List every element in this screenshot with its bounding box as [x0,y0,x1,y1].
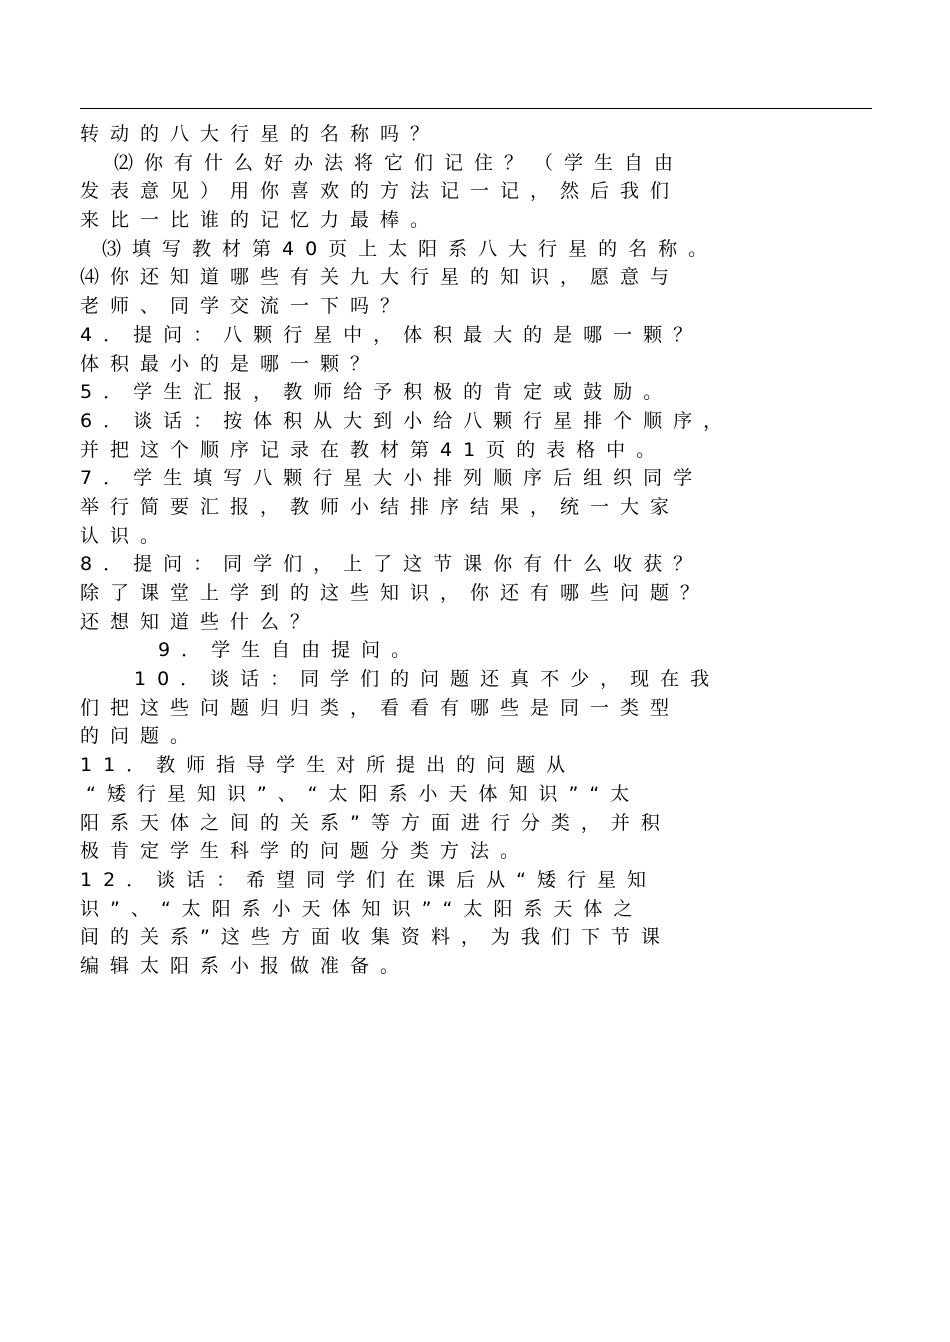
text-line: 来比一比谁的记忆力最棒。 [80,209,441,232]
text-line: 编辑太阳系小报做准备。 [80,954,411,977]
text-line: 12．谈话：希望同学们在课后从“矮行星知 [80,868,658,891]
text-line: 除了课堂上学到的这些知识，你还有哪些问题？ [80,582,711,604]
text-line: 4．提问：八颗行星中，体积最大的是哪一颗？ [80,323,704,346]
text-line: 11．教师指导学生对所提出的问题从 [80,754,577,777]
text-line: ⑷你还知道哪些有关九大行星的知识，愿意与 [80,266,681,289]
text-line: 举行简要汇报，教师小结排序结果，统一大家 [80,495,681,518]
text-line: 5．学生汇报，教师给予积极的肯定或鼓励。 [80,381,674,404]
text-line: 阳系天体之间的关系”等方面进行分类，并积 [80,811,671,834]
text-line: 间的关系”这些方面收集资料，为我们下节课 [80,926,671,949]
text-line: 7．学生填写八颗行星大小排列顺序后组织同学 [80,467,704,490]
header-rule [80,108,872,109]
text-line: 还想知道些什么？ [80,610,321,633]
text-line: “矮行星知识”、“太阳系小天体知识”“太 [86,782,641,805]
text-line: 老师、同学交流一下吗？ [80,295,411,318]
text-line: ⑶填写教材第40页上太阳系八大行星的名称。 [102,237,719,260]
text-line: 并把这个顺序记录在教材第41页的表格中。 [80,438,667,461]
text-line: 9．学生自由提问。 [158,639,422,662]
text-line: 们把这些问题归归类，看看有哪些是同一类型 [80,696,681,719]
text-line: 的问题。 [80,725,201,748]
text-line: 转动的八大行星的名称吗？ [80,123,441,145]
text-line: 10．谈话：同学们的问题还真不少，现在我 [134,668,721,691]
text-line: 识”、“太阳系小天体知识”“太阳系天体之 [80,897,644,920]
document-body [80,120,880,981]
text-line: 体积最小的是哪一颗？ [80,352,381,375]
text-line: 发表意见）用你喜欢的方法记一记，然后我们 [80,180,681,203]
text-line: 极肯定学生科学的问题分类方法。 [80,840,531,863]
text-line: 8．提问：同学们，上了这节课你有什么收获？ [80,553,704,576]
text-line: ⑵你有什么好办法将它们记住？（学生自由 [114,151,685,174]
text-line: 6．谈话：按体积从大到小给八颗行星排个顺序， [80,409,734,432]
text-line: 认识。 [80,524,171,547]
